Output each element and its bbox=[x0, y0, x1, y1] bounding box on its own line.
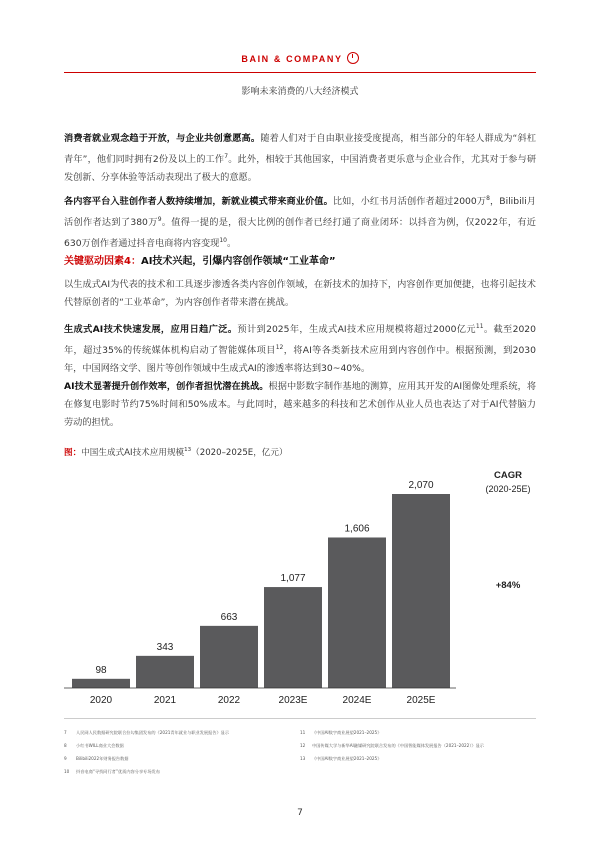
paragraph-content-platforms: 各内容平台入驻创作者人数持续增加，新就业模式带来商业价值。比如，小红书月活创作者超过2000万$^8$，Bilibili月活创作者达到了380万$^9$。值得一提的是，很大比例的创作者已经打通了商业闭环：以抖音为例，仅2022年，有近630万创作者通过抖音电商将内容变现$^{10}$。 bbox=[64, 195, 536, 250]
section-heading-driver-4 bbox=[64, 252, 536, 267]
brand-name: BAIN & COMPANY bbox=[241, 54, 343, 64]
footnote-7: 7 人民网人民数据研究院联合拉勾集团发布的《2021青年就业与职业发展报告》显示 bbox=[64, 730, 230, 735]
value-label-2022: 663 bbox=[220, 611, 238, 623]
section-label: 关键驱动因素4： bbox=[64, 256, 141, 267]
footnote-8: 8 小红书WILL商业大会数据 bbox=[64, 743, 124, 748]
bar-chart bbox=[64, 462, 474, 708]
footnote-12: 12 中国传媒大学与新华AI融媒研究院联合发布的《中国智能媒体发展报告（2021–2022）》显示 bbox=[300, 743, 484, 748]
footnote-11: 11 《中国AI数字商业展望2021–2025》 bbox=[300, 730, 382, 735]
category-label-2023E: 2023E bbox=[278, 695, 308, 706]
paragraph-ai-efficiency: AI技术显著提升创作效率，创作者担忧潜在挑战。根据中影数字制作基地的测算，应用其开发的AI图像处理系统，将在修复电影时节约75%时间和50%成本。与此同时，越来越多的科技和艺术创作从业人员也表达了对于AI代替脑力劳动的担忧。 bbox=[64, 381, 537, 428]
bar-2021 bbox=[136, 656, 194, 688]
value-label-2024E: 1,606 bbox=[344, 523, 370, 535]
cagr-value: +84% bbox=[495, 580, 521, 591]
paragraph-consumer-employment: 消费者就业观念趋于开放，与企业共创意愿高。随着人们对于自由职业接受度提高，相当部分的年轻人群成为“斜杠青年”，他们同时拥有2份及以上的工作$^7$。此外，相较于其他国家，中国消费者更乐意与企业合作，尤其对于参与研发创新、分享体验等活动表现出了极大的意愿。 bbox=[64, 133, 537, 184]
category-label-2025E: 2025E bbox=[406, 695, 436, 706]
page-number: 7 bbox=[297, 808, 303, 818]
footnote-9: 9 Bilibili2022年财务报告数据 bbox=[64, 756, 129, 761]
p5-lead: AI技术显著提升创作效率，创作者担忧潜在挑战。 bbox=[64, 381, 269, 392]
category-label-2022: 2022 bbox=[217, 695, 241, 706]
category-label-2021: 2021 bbox=[153, 695, 177, 706]
paragraph-ai-growth: 生成式AI技术快速发展，应用日趋广泛。预计到2025年，生成式AI技术应用规模将超过2000亿元$^{11}$。截至2020年，超过35%的传统媒体机构启动了智能媒体项目$^{12}$，将AI等各类新技术应用到内容创作中。根据预测，到2030年，中国网络文学、图片等创作领域中生成式AI的渗透率将达到30~40%。 bbox=[64, 323, 536, 375]
brand-logo bbox=[0, 52, 600, 64]
bar-2025E bbox=[392, 494, 450, 688]
value-label-2023E: 1,077 bbox=[280, 573, 306, 585]
value-label-2020: 98 bbox=[95, 664, 107, 676]
bar-2024E bbox=[328, 537, 386, 688]
bar-2022 bbox=[200, 626, 258, 688]
bain-logo-icon bbox=[347, 52, 359, 64]
cagr-label: CAGR bbox=[494, 470, 522, 481]
bar-2023E bbox=[264, 587, 322, 688]
value-label-2021: 343 bbox=[156, 641, 174, 653]
p4-lead: 生成式AI技术快速发展，应用日趋广泛。 bbox=[64, 324, 238, 336]
figure-caption: 图：中国生成式AI技术应用规模$^{13}$（2020–2025E，亿元） bbox=[64, 447, 288, 458]
footnote-10: 10 抖音电商“寻找同行者”优质内容分享专场发布 bbox=[64, 769, 160, 774]
category-label-2024E: 2024E bbox=[342, 695, 372, 706]
p2-lead: 各内容平台入驻创作者人数持续增加，新就业模式带来商业价值。 bbox=[64, 196, 333, 208]
category-label-2020: 2020 bbox=[89, 695, 113, 706]
bar-2020 bbox=[72, 679, 130, 688]
p1-lead: 消费者就业观念趋于开放，与企业共创意愿高。 bbox=[64, 133, 261, 144]
cagr-range: (2020-25E) bbox=[485, 484, 531, 494]
section-title: AI技术兴起，引爆内容创作领域“工业革命” bbox=[140, 256, 336, 267]
footnote-13: 13 《中国AI数字商业展望2021–2025》 bbox=[300, 756, 382, 761]
document-title: 影响未来消费的八大经济模式 bbox=[241, 87, 359, 97]
value-label-2025E: 2,070 bbox=[408, 480, 434, 491]
header-rule bbox=[64, 72, 536, 73]
footnote-rule bbox=[64, 718, 536, 719]
paragraph-ai-intro: 以生成式AI为代表的技术和工具逐步渗透各类内容创作领域，在新技术的加持下，内容创作更加便捷，也将引起技术代替原创者的“工业革命”，为内容创作者带来潜在挑战。 bbox=[64, 279, 536, 308]
